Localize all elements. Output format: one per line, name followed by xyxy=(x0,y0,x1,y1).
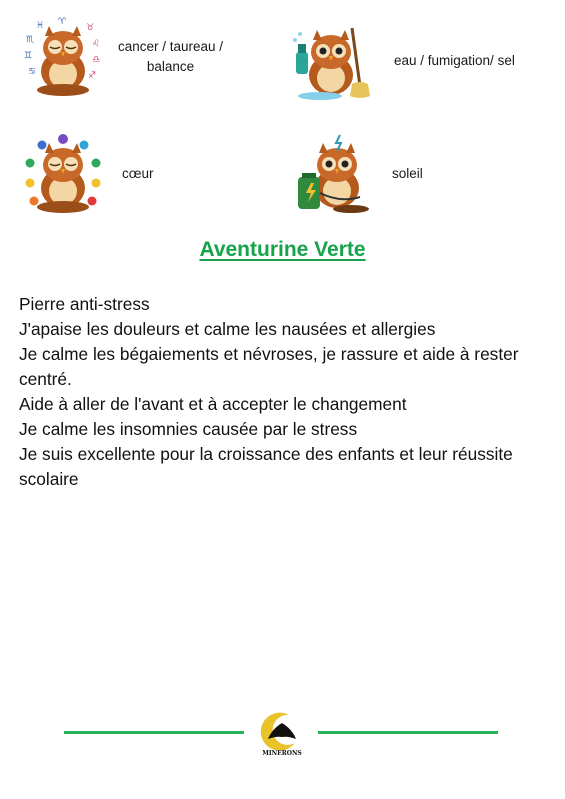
chakra-meditating-owl-icon xyxy=(22,133,104,215)
footer-divider-right xyxy=(318,731,498,734)
description-line: J'apaise les douleurs et calme les nausées et allergies xyxy=(19,319,436,339)
svg-text:♎: ♎ xyxy=(92,55,101,65)
association-item xyxy=(290,20,515,102)
svg-text:♐: ♐ xyxy=(88,71,97,81)
description-line: Je suis excellente pour la croissance des enfants et leur réussite scolaire xyxy=(19,444,513,489)
description-line: Je calme les bégaiements et névroses, je rassure et aide à rester centré. xyxy=(19,344,519,389)
association-label: eau / fumigation/ sel xyxy=(394,53,515,68)
stone-title: Aventurine Verte xyxy=(199,238,366,261)
zodiac-meditating-owl-icon xyxy=(22,16,104,98)
association-item xyxy=(22,16,223,98)
association-label: soleil xyxy=(392,166,423,181)
svg-text:♉: ♉ xyxy=(86,23,95,33)
svg-text:♋: ♋ xyxy=(28,67,37,77)
svg-text:MINERONS: MINERONS xyxy=(262,750,302,757)
svg-text:♈: ♈ xyxy=(58,17,67,27)
association-label: cancer / taureau / balance xyxy=(118,39,224,74)
charging-owl-icon xyxy=(296,133,378,215)
svg-text:♊: ♊ xyxy=(24,51,33,61)
svg-text:♓: ♓ xyxy=(36,21,45,31)
association-item xyxy=(296,133,423,215)
stone-description xyxy=(19,292,549,492)
footer-divider-left xyxy=(64,731,244,734)
svg-text:♏: ♏ xyxy=(26,35,35,45)
description-line: Aide à aller de l'avant et à accepter le changement xyxy=(19,394,407,414)
svg-text:♌: ♌ xyxy=(92,39,101,49)
cleaning-owl-icon xyxy=(290,20,372,102)
association-item xyxy=(22,133,154,215)
description-line: Je calme les insomnies causée par le stress xyxy=(19,419,358,439)
brand-logo xyxy=(259,709,305,759)
description-line: Pierre anti-stress xyxy=(19,294,150,314)
association-label: cœur xyxy=(122,166,154,181)
